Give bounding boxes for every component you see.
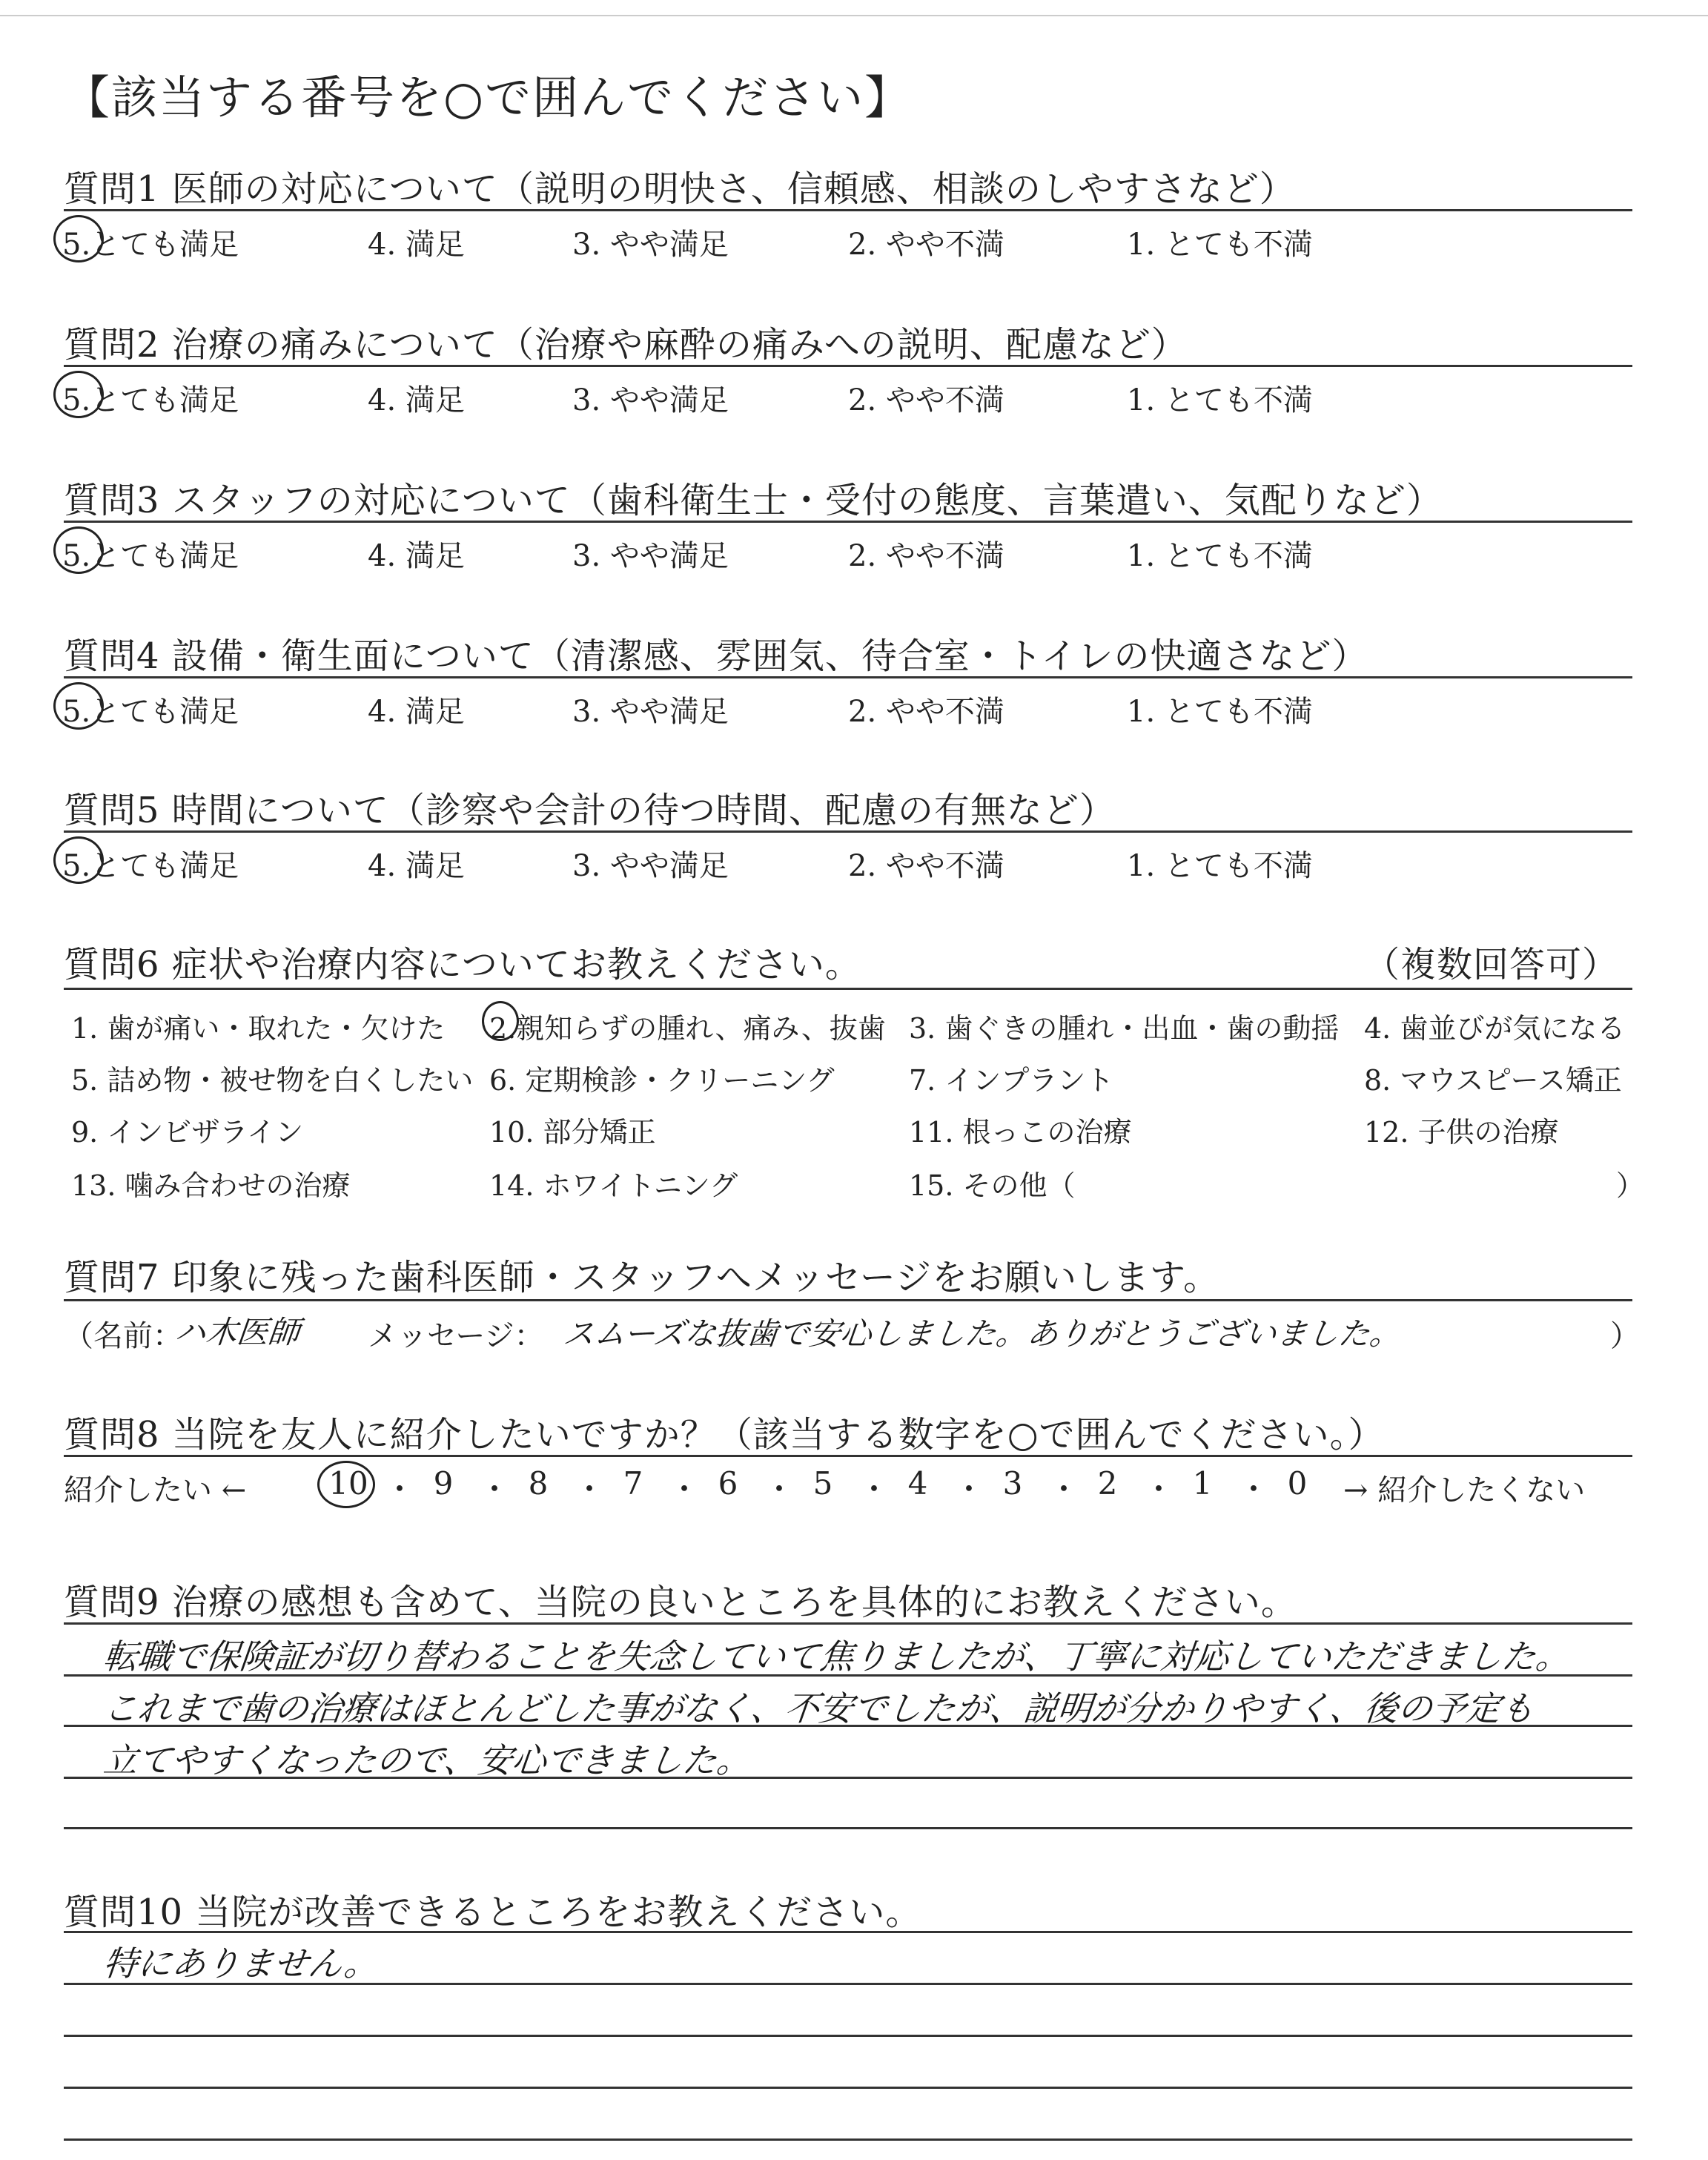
q6-option-6: 6. 定期検診・クリーニング: [489, 1064, 835, 1097]
q4-option-1: 1. とても不満: [1127, 695, 1313, 729]
q10-rule-4: [64, 2087, 1632, 2089]
q3-option-3: 3. やや満足: [572, 539, 729, 573]
q8-scale-dot: ・: [1143, 1471, 1175, 1507]
q5-title: 質問5 時間について（診察や会計の待つ時間、配慮の有無など）: [64, 790, 1116, 831]
q6-option-16: ）: [1616, 1169, 1645, 1202]
q10-rule-1: [64, 1931, 1632, 1933]
q10-answer-line-1: 特にありません。: [101, 1943, 381, 1984]
q1-option-4: 4. 満足: [368, 228, 465, 262]
q8-scale-3: 3: [1002, 1465, 1023, 1502]
q8-right-label: → 紹介したくない: [1343, 1473, 1586, 1507]
q9-rule-1: [64, 1622, 1632, 1625]
q8-scale-7: 7: [623, 1465, 643, 1502]
q5-option-5: 5.とても満足: [62, 849, 239, 883]
q1-option-5: 5.とても満足: [62, 228, 239, 262]
q2-option-4: 4. 満足: [368, 383, 465, 417]
q6-option-9: 9. インビザライン: [71, 1116, 304, 1149]
q8-scale-1: 1: [1192, 1465, 1213, 1502]
q6-option-2: 2.親知らずの腫れ、痛み、抜歯: [489, 1012, 886, 1045]
q8-scale-0: 0: [1287, 1465, 1308, 1502]
q7-name-label: （名前：: [64, 1319, 182, 1353]
page-header: 【該当する番号を○で囲んでください】: [64, 70, 913, 125]
q8-scale-4: 4: [907, 1465, 928, 1502]
q3-title: 質問3 スタッフの対応について（歯科衛生士・受付の態度、言葉遣い、気配りなど）: [64, 480, 1443, 521]
q3-rule: [64, 521, 1632, 523]
q8-scale-10: 10: [328, 1465, 368, 1502]
q3-option-5: 5.とても満足: [62, 539, 239, 573]
q8-scale-6: 6: [718, 1465, 738, 1502]
q8-rule: [64, 1455, 1632, 1457]
q2-option-2: 2. やや不満: [848, 383, 1004, 417]
q4-option-2: 2. やや不満: [848, 695, 1004, 729]
q2-option-5: 5.とても満足: [62, 383, 239, 417]
q2-selected-circle: [53, 371, 104, 418]
q8-scale-dot: ・: [858, 1471, 890, 1507]
q5-option-1: 1. とても不満: [1127, 849, 1313, 883]
q8-scale-9: 9: [433, 1465, 454, 1502]
q6-option-3: 3. 歯ぐきの腫れ・出血・歯の動揺: [909, 1012, 1340, 1045]
q5-rule: [64, 830, 1632, 833]
q8-scale-5: 5: [812, 1465, 833, 1502]
q7-close-paren: ）: [1610, 1319, 1640, 1353]
q6-option-12: 12. 子供の治療: [1364, 1116, 1559, 1149]
q4-title: 質問4 設備・衛生面について（清潔感、雰囲気、待合室・トイレの快適さなど）: [64, 635, 1368, 677]
q1-option-2: 2. やや不満: [848, 228, 1004, 262]
q8-scale-dot: ・: [669, 1471, 701, 1507]
q8-scale-dot: ・: [953, 1471, 985, 1507]
q1-option-1: 1. とても不満: [1127, 228, 1313, 262]
q6-option-5: 5. 詰め物・被せ物を白くしたい: [71, 1064, 474, 1097]
q2-title: 質問2 治療の痛みについて（治療や麻酔の痛みへの説明、配慮など）: [64, 324, 1188, 366]
q4-rule: [64, 676, 1632, 678]
q10-title: 質問10 当院が改善できるところをお教えください。: [64, 1892, 922, 1933]
q2-option-1: 1. とても不満: [1127, 383, 1313, 417]
q8-scale-8: 8: [528, 1465, 549, 1502]
q9-answer-line-1: 転職で保険証が切り替わることを失念していて焦りましたが、丁寧に対応していただきました。: [101, 1636, 1572, 1677]
q9-rule-5: [64, 1827, 1632, 1829]
q7-message-label: メッセージ：: [368, 1319, 544, 1353]
q6-rule: [64, 988, 1632, 990]
top-border: [0, 15, 1708, 16]
q7-title: 質問7 印象に残った歯科医師・スタッフへメッセージをお願いします。: [64, 1257, 1220, 1298]
q8-title: 質問8 当院を友人に紹介したいですか？（該当する数字を○で囲んでください。）: [64, 1414, 1385, 1456]
q6-option-4: 4. 歯並びが気になる: [1364, 1012, 1626, 1045]
q3-option-1: 1. とても不満: [1127, 539, 1313, 573]
q4-selected-circle: [53, 682, 104, 730]
q3-option-2: 2. やや不満: [848, 539, 1004, 573]
q6-option-13: 13. 噛み合わせの治療: [71, 1169, 351, 1202]
q6-note: （複数回答可）: [1364, 944, 1619, 985]
q8-scale-2: 2: [1097, 1465, 1118, 1502]
q5-selected-circle: [53, 836, 104, 884]
q9-answer-line-2: これまで歯の治療はほとんどした事がなく、不安でしたが、説明が分かりやすく、後の予定も: [101, 1688, 1537, 1728]
q6-option-10: 10. 部分矯正: [489, 1116, 656, 1149]
q6-option-15: 15. その他（: [909, 1169, 1076, 1202]
q6-title: 質問6 症状や治療内容についてお教えください。: [64, 944, 861, 985]
q4-option-4: 4. 満足: [368, 695, 465, 729]
q8-scale-dot: ・: [1238, 1471, 1270, 1507]
q10-rule-3: [64, 2035, 1632, 2037]
q8-scale-dot: ・: [764, 1471, 795, 1507]
q6-option-14: 14. ホワイトニング: [489, 1169, 738, 1202]
q4-option-5: 5.とても満足: [62, 695, 239, 729]
q2-option-3: 3. やや満足: [572, 383, 729, 417]
q1-title: 質問1 医師の対応について（説明の明快さ、信頼感、相談のしやすさなど）: [64, 168, 1296, 210]
q5-option-4: 4. 満足: [368, 849, 465, 883]
q8-selected-circle: [317, 1461, 375, 1508]
q2-rule: [64, 365, 1632, 367]
q3-selected-circle: [53, 526, 104, 574]
q7-name-value: ハ木医師: [173, 1314, 302, 1350]
q6-option-11: 11. 根っこの治療: [909, 1116, 1132, 1149]
q6-option-7: 7. インプラント: [909, 1064, 1114, 1097]
q5-option-3: 3. やや満足: [572, 849, 729, 883]
q1-option-3: 3. やや満足: [572, 228, 729, 262]
q10-rule-5: [64, 2138, 1632, 2141]
q6-selected-circle: [482, 1001, 519, 1041]
q8-scale-dot: ・: [384, 1471, 416, 1507]
q7-message-value: スムーズな抜歯で安心しました。ありがとうございました。: [561, 1315, 1403, 1352]
q6-option-8: 8. マウスピース矯正: [1364, 1064, 1622, 1097]
q3-option-4: 4. 満足: [368, 539, 465, 573]
q9-title: 質問9 治療の感想も含めて、当院の良いところを具体的にお教えください。: [64, 1582, 1297, 1623]
q8-left-label: 紹介したい ←: [64, 1473, 247, 1507]
q9-answer-line-3: 立てやすくなったので、安心できました。: [101, 1740, 753, 1780]
q5-option-2: 2. やや不満: [848, 849, 1004, 883]
q1-selected-circle: [53, 215, 104, 262]
q6-option-1: 1. 歯が痛い・取れた・欠けた: [71, 1012, 446, 1045]
q1-rule: [64, 209, 1632, 211]
q8-scale-dot: ・: [479, 1471, 511, 1507]
q4-option-3: 3. やや満足: [572, 695, 729, 729]
q8-scale-dot: ・: [1048, 1471, 1080, 1507]
q8-scale-dot: ・: [574, 1471, 606, 1507]
q7-rule: [64, 1299, 1632, 1301]
